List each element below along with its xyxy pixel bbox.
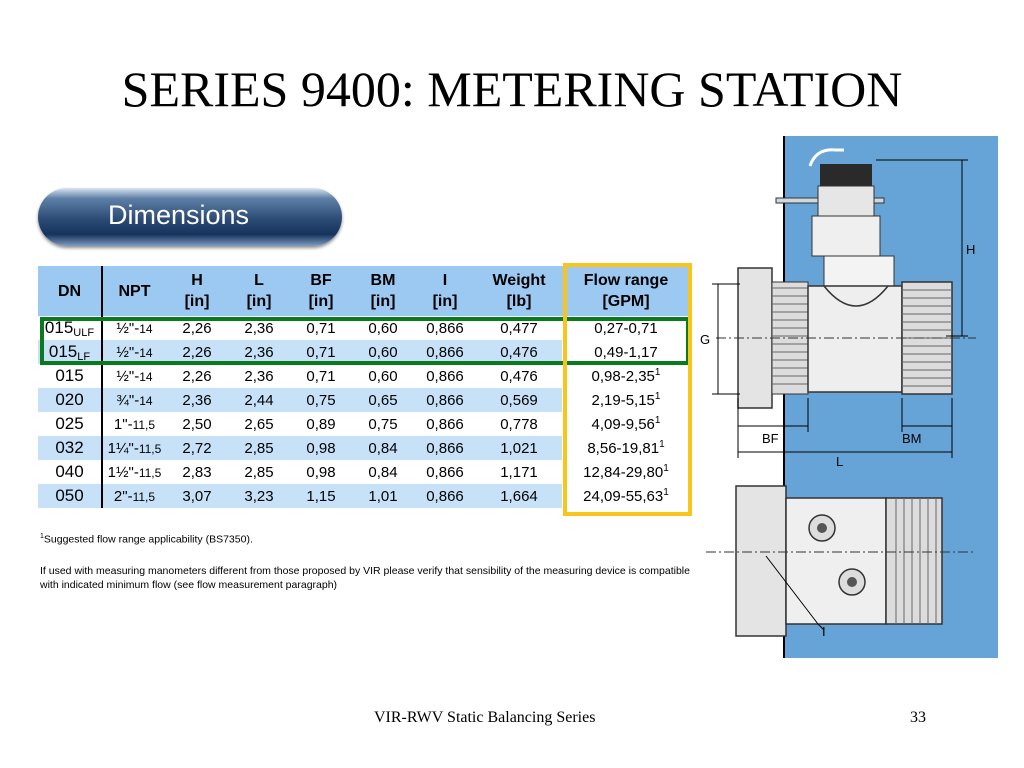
cell-weight: 0,477 (476, 316, 562, 340)
cell-bm: 0,65 (352, 388, 414, 412)
cell-bm: 0,84 (352, 436, 414, 460)
dn-value: 050 (55, 486, 84, 505)
flow-footnote-marker: 1 (663, 463, 669, 474)
cell-weight: 1,664 (476, 484, 562, 508)
npt-threads: 14 (139, 369, 153, 384)
dn-value: 040 (55, 462, 84, 481)
cell-bm: 0,75 (352, 412, 414, 436)
column-header-line2: [GPM] (602, 293, 650, 310)
cell-h: 2,26 (166, 316, 228, 340)
cell-weight: 0,569 (476, 388, 562, 412)
column-header-line1: BF (310, 272, 332, 289)
dim-label-g: G (700, 332, 711, 347)
npt-size: 1½"- (107, 463, 139, 481)
npt-size: ½"- (116, 343, 140, 361)
cell-l: 2,85 (228, 436, 290, 460)
dn-value: 015 (48, 341, 78, 361)
footer-text: VIR-RWV Static Balancing Series (374, 709, 596, 726)
cell-dn (38, 412, 102, 436)
column-header-line1: H (191, 272, 203, 289)
dn-value: 015 (55, 366, 84, 385)
column-header-line1: BM (370, 272, 396, 289)
cell-weight: 0,778 (476, 412, 562, 436)
cell-npt (102, 388, 166, 412)
cell-npt (102, 484, 166, 508)
cell-bm: 1,01 (352, 484, 414, 508)
cell-dn (38, 436, 102, 460)
dn-subscript: ULF (73, 326, 95, 339)
npt-threads: 14 (139, 393, 153, 408)
cell-weight: 1,021 (476, 436, 562, 460)
column-header-line1: NPT (118, 282, 151, 300)
cell-bf: 0,71 (290, 316, 352, 340)
cell-i: 0,866 (414, 412, 476, 436)
cell-i: 0,866 (414, 460, 476, 484)
cell-bf: 0,98 (290, 436, 352, 460)
flow-value: 2,19-5,15 (591, 392, 655, 409)
column-header-line2: [in] (370, 293, 396, 310)
flow-footnote-marker: 1 (654, 415, 661, 426)
column-header (228, 266, 290, 316)
cell-h: 2,36 (166, 388, 228, 412)
column-header-line2: [in] (246, 293, 272, 310)
cell-dn (38, 484, 102, 508)
dn-value: 015 (44, 317, 74, 337)
cell-i: 0,866 (414, 364, 476, 388)
column-header-line1: I (442, 272, 448, 289)
column-header (38, 266, 102, 316)
flow-value: 4,09-9,56 (591, 416, 655, 433)
cell-weight: 1,171 (476, 460, 562, 484)
dn-value: 025 (55, 414, 84, 433)
column-header (166, 266, 228, 316)
valve-dimension-diagram (700, 136, 998, 658)
cell-h: 2,26 (166, 340, 228, 364)
npt-size: ½"- (116, 367, 140, 385)
cell-npt (102, 436, 166, 460)
column-header-line1: Weight (492, 272, 546, 289)
flow-footnote-marker: 1 (663, 487, 669, 498)
npt-threads: 14 (139, 345, 153, 360)
flow-footnote-marker: 1 (654, 391, 661, 402)
cell-l: 2,36 (228, 316, 290, 340)
column-header (352, 266, 414, 316)
npt-size: 1¼"- (107, 439, 139, 457)
dn-subscript: LF (77, 350, 91, 363)
cell-i: 0,866 (414, 388, 476, 412)
npt-threads: 11,5 (132, 489, 156, 504)
cell-l: 3,23 (228, 484, 290, 508)
cell-h: 3,07 (166, 484, 228, 508)
valve-top-view (706, 486, 976, 636)
cell-dn (38, 364, 102, 388)
page-number: 33 (910, 709, 926, 726)
column-header-line1: DN (57, 282, 82, 300)
npt-threads: 11,5 (132, 417, 156, 432)
dn-value: 032 (55, 438, 84, 457)
flow-value: 12,84-29,80 (583, 464, 664, 481)
cell-h: 2,72 (166, 436, 228, 460)
cell-bm: 0,84 (352, 460, 414, 484)
flow-range-highlight-box (563, 263, 692, 516)
npt-size: ¾"- (116, 391, 140, 409)
cell-npt (102, 412, 166, 436)
cell-l: 2,36 (228, 340, 290, 364)
cell-bf: 0,71 (290, 340, 352, 364)
cell-h: 2,83 (166, 460, 228, 484)
measurement-note: If used with measuring manometers different from those proposed by VIR please verify that sensibility of the measuring device is compatible with indicated minimum flow (see flow measurement paragraph) (40, 565, 690, 591)
cell-l: 2,36 (228, 364, 290, 388)
cell-h: 2,26 (166, 364, 228, 388)
dim-label-h: H (966, 242, 976, 257)
npt-threads: 14 (139, 321, 153, 336)
cell-dn (38, 460, 102, 484)
cell-bm: 0,60 (352, 340, 414, 364)
cell-l: 2,85 (228, 460, 290, 484)
flow-footnote-marker: 1 (659, 439, 665, 450)
cell-i: 0,866 (414, 340, 476, 364)
column-header-line1: Flow range (583, 272, 669, 289)
cell-bm: 0,60 (352, 316, 414, 340)
cell-bf: 1,15 (290, 484, 352, 508)
cell-npt (102, 460, 166, 484)
column-header-line2: [in] (184, 293, 210, 310)
dim-label-bf: BF (762, 431, 779, 446)
cell-dn (38, 388, 102, 412)
cell-l: 2,65 (228, 412, 290, 436)
npt-size: ½"- (116, 319, 140, 337)
cell-i: 0,866 (414, 316, 476, 340)
cell-weight: 0,476 (476, 364, 562, 388)
dim-label-bm: BM (902, 431, 922, 446)
cell-h: 2,50 (166, 412, 228, 436)
column-header (414, 266, 476, 316)
cell-npt (102, 364, 166, 388)
npt-threads: 11,5 (138, 441, 162, 456)
dim-label-l: L (836, 454, 844, 469)
flow-value: 0,98-2,35 (591, 368, 655, 385)
column-header (102, 266, 166, 316)
column-header-line1: L (254, 272, 264, 289)
column-header (290, 266, 352, 316)
column-header-line2: [lb] (506, 293, 532, 310)
column-header-line2: [in] (308, 293, 334, 310)
column-header (476, 266, 562, 316)
column-header-line2: [in] (432, 293, 458, 310)
flow-footnote-marker: 1 (654, 367, 661, 378)
slide-title: SERIES 9400: METERING STATION (121, 61, 903, 117)
dim-label-i: I (822, 624, 826, 639)
cell-i: 0,866 (414, 436, 476, 460)
cell-bf: 0,89 (290, 412, 352, 436)
cell-bm: 0,60 (352, 364, 414, 388)
flow-value: 24,09-55,63 (583, 488, 664, 505)
dn-value: 020 (55, 390, 84, 409)
cell-l: 2,44 (228, 388, 290, 412)
flow-value: 8,56-19,81 (587, 440, 660, 457)
footnote (40, 533, 253, 546)
footnote-text: Suggested flow range applicability (BS7350). (43, 533, 253, 546)
npt-size: 1"- (113, 415, 133, 433)
cell-i: 0,866 (414, 484, 476, 508)
npt-size: 2"- (113, 487, 133, 505)
cell-bf: 0,71 (290, 364, 352, 388)
npt-threads: 11,5 (138, 465, 162, 480)
flow-value: 0,49-1,17 (594, 343, 658, 361)
flow-value: 0,27-0,71 (594, 319, 658, 337)
cell-bf: 0,75 (290, 388, 352, 412)
dimensions-label: Dimensions (108, 200, 250, 230)
cell-weight: 0,476 (476, 340, 562, 364)
cell-bf: 0,98 (290, 460, 352, 484)
footnote-marker: 1 (40, 533, 44, 540)
